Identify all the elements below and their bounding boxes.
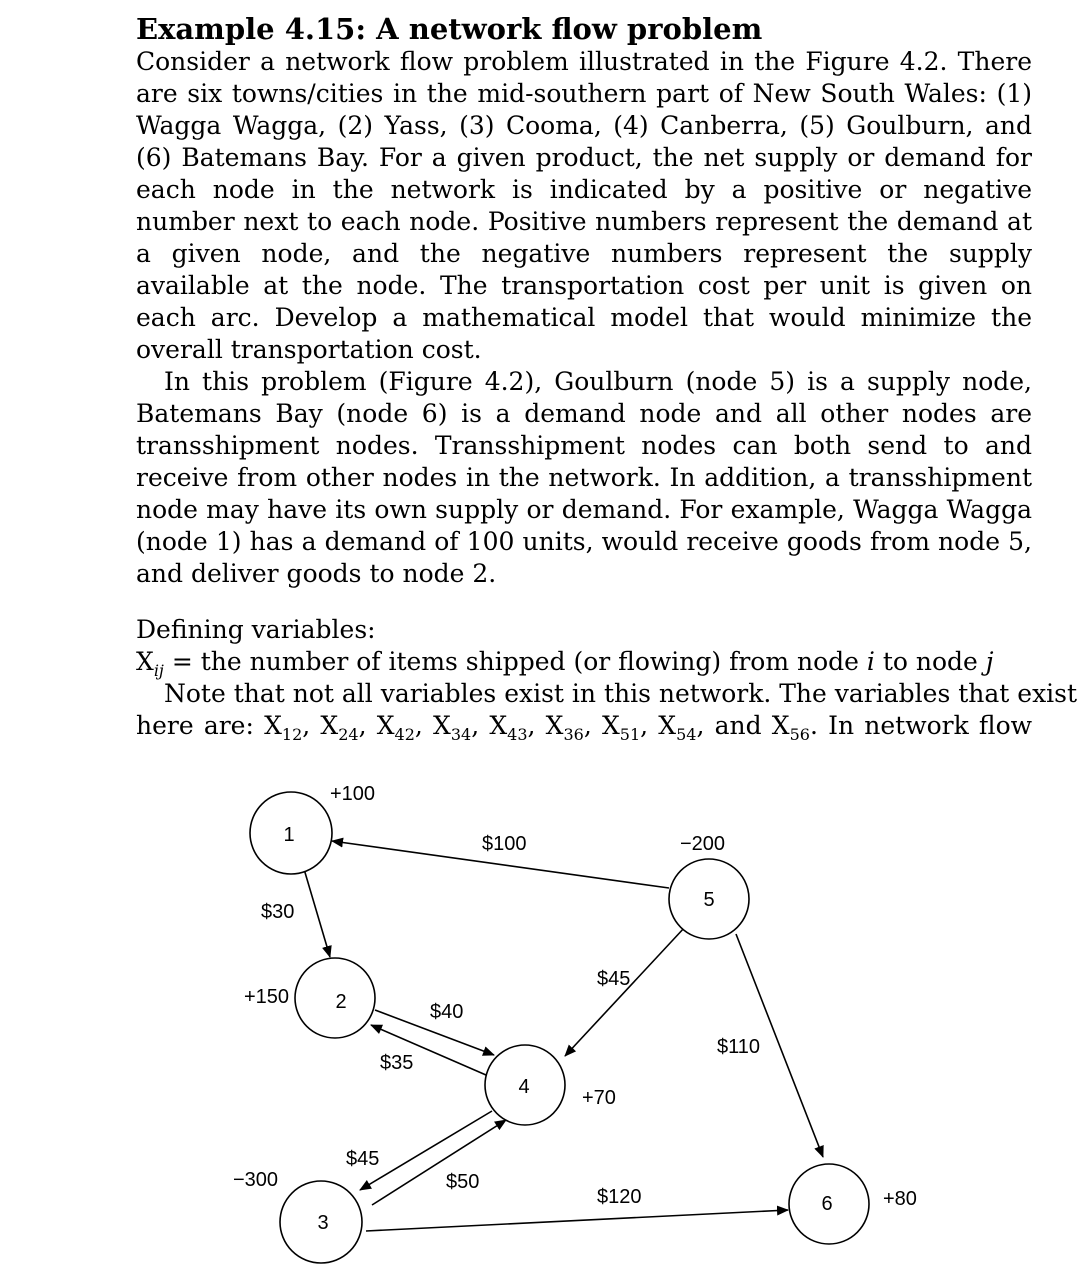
cost-label-5-1: $100 <box>482 833 527 855</box>
arc-5-4 <box>565 927 685 1056</box>
cost-label-3-6: $120 <box>597 1186 642 1208</box>
node-6-demand: +80 <box>883 1188 917 1210</box>
paragraph-2: In this problem (Figure 4.2), Goulburn (node 5) is a supply node, Batemans Bay (node 6) is a demand node and all other nodes are transshipment nodes. Transshipment nodes can both send to and receive from other nodes in the network. In addition, a transshipment node may have its own supply or demand. For example, Wagga Wagga (node 1) has a demand of 100 units, would receive goods from node 5, and deliver goods to node 2. <box>136 367 1032 588</box>
cost-label-4-3: $45 <box>346 1148 380 1170</box>
cost-label-5-6: $110 <box>717 1036 761 1058</box>
cost-label-3-4: $50 <box>446 1171 480 1193</box>
cost-label-5-4: $45 <box>597 968 631 990</box>
arc-1-2 <box>304 869 330 957</box>
cost-label-2-4: $40 <box>430 1001 464 1023</box>
node-5-demand: −200 <box>680 833 726 855</box>
arc-3-6 <box>366 1210 788 1231</box>
cost-label-4-2: $35 <box>380 1052 414 1074</box>
note-line: Note that not all variables exist in this network. The variables that exist <box>164 679 1078 708</box>
node-1-label: 1 <box>283 824 295 846</box>
node-4-label: 4 <box>518 1076 530 1098</box>
node-1-demand: +100 <box>330 783 376 805</box>
node-5-label: 5 <box>703 889 715 911</box>
defining-variables-label: Defining variables: <box>136 615 376 644</box>
node-2-demand: +150 <box>244 986 290 1008</box>
paragraph-1: Consider a network flow problem illustrated in the Figure 4.2. There are six towns/cities in the mid-southern part of New South Wales: (1) Wagga Wagga, (2) Yass, (3) Cooma, (4) Canberra, (5) Goulburn, and (6) Batemans Bay. For a given product, the net supply or demand for each node in the network is indicated by a positive or negative number next to each node. Positive numbers represent the demand at a given node, and the negative numbers represent the supply available at the node. The transportation cost per unit is given on each arc. Develop a mathematical model that would minimize the overall transportation cost. <box>136 47 1032 364</box>
variable-definition: $X_{ij}$ = the number of items shipped (or flowing) from node i to node j <box>136 647 994 680</box>
node-3-demand: −300 <box>233 1169 279 1191</box>
arc-3-4 <box>372 1120 506 1205</box>
node-4-demand: +70 <box>582 1087 616 1109</box>
cost-label-1-2: $30 <box>261 901 295 923</box>
node-3-label: 3 <box>317 1212 329 1234</box>
node-2-label: 2 <box>335 991 347 1013</box>
example-heading: Example 4.15: A network flow problem <box>136 12 763 46</box>
node-6-label: 6 <box>821 1193 833 1215</box>
variables-line: here are: $X_{12}$, $X_{24}$, $X_{42}$, $X_{34}$, $X_{43}$, $X_{36}$, $X_{51}$, $X_{54}$, and $X_{56}$. In network flow <box>136 711 1033 744</box>
